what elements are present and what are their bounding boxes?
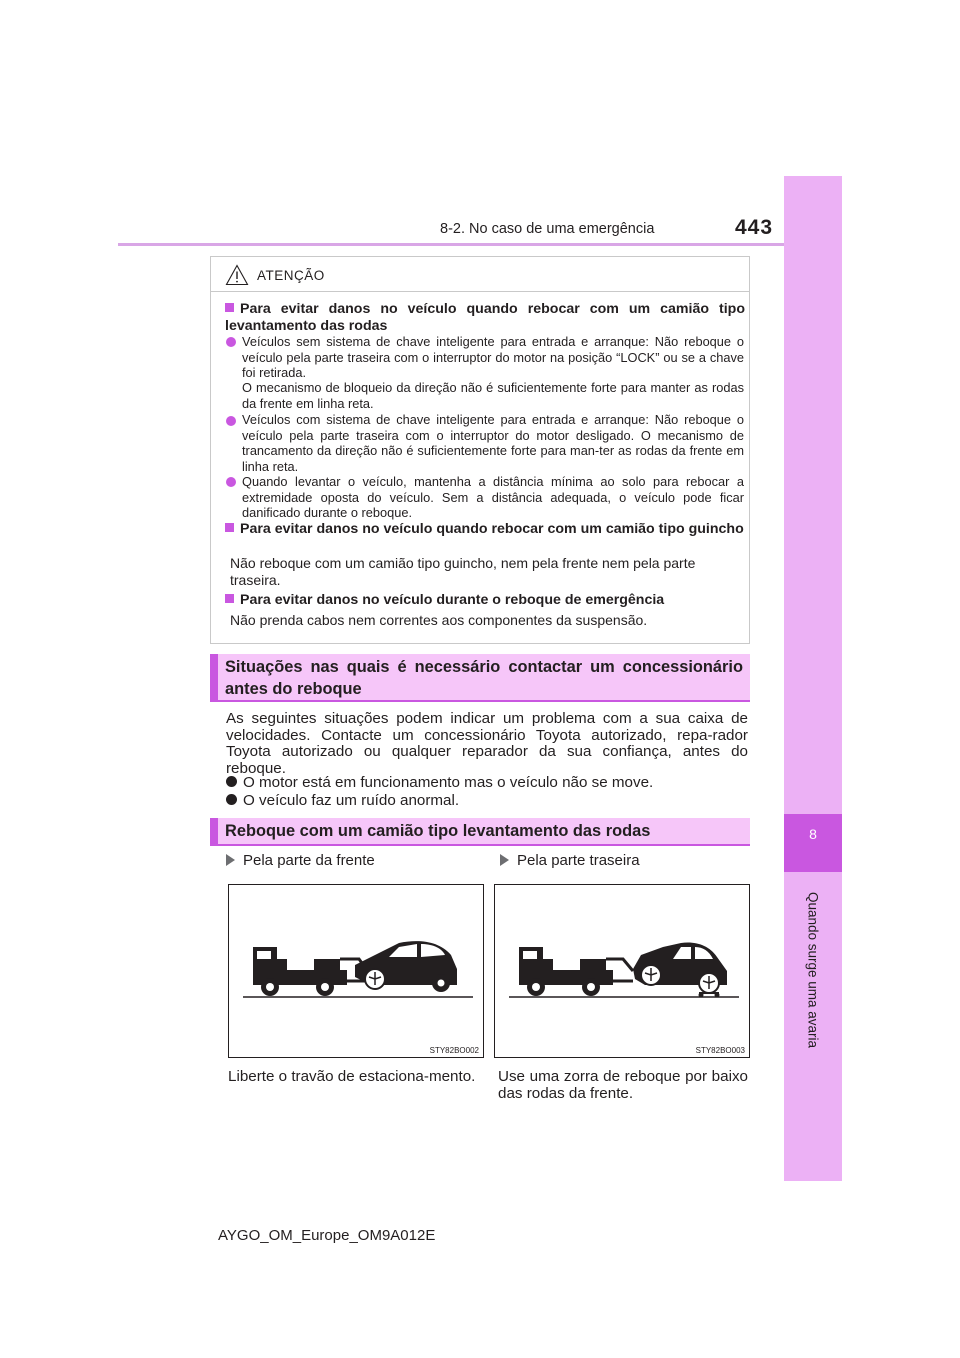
section-heading-band — [210, 818, 750, 846]
warning-title: ATENÇÃO — [257, 267, 325, 283]
round-bullet-icon — [226, 477, 236, 487]
warning-bullet: Veículos sem sistema de chave inteligente para entrada e arranque: Não reboque o veículo pela parte traseira com o interruptor do motor na posição “LOCK” ou se a chave foi retirada. — [242, 334, 744, 380]
warning-text: Não reboque com um camião tipo guincho, nem pela frente nem pela parte traseira. — [230, 555, 696, 588]
section-heading-bar — [210, 818, 218, 844]
rear-caption: Use uma zorra de reboque por baixo das rodas da frente. — [498, 1068, 748, 1102]
chapter-number-block — [784, 814, 842, 872]
document-code-footer: AYGO_OM_Europe_OM9A012E — [218, 1227, 436, 1244]
warning-divider — [211, 291, 749, 292]
page-number: 443 — [735, 216, 774, 239]
rear-tow-figure — [494, 884, 750, 1058]
warning-box — [210, 256, 750, 644]
round-bullet-icon — [226, 337, 236, 347]
chapter-label: Quando surge uma avaria — [805, 891, 821, 1049]
square-bullet-icon — [225, 594, 234, 603]
warning-heading: Para evitar danos no veículo quando rebocar com um camião tipo guincho — [225, 521, 745, 538]
figure-code: STY82BO003 — [695, 1046, 745, 1055]
warning-text: Não prenda cabos nem correntes aos componentes da suspensão. — [230, 612, 648, 628]
rear-label: Pela parte traseira — [500, 852, 640, 869]
warning-title-row — [225, 261, 325, 289]
header-divider — [118, 243, 784, 246]
triangle-right-icon — [500, 854, 509, 866]
front-label: Pela parte da frente — [226, 852, 375, 869]
section-heading-band — [210, 654, 750, 702]
warning-heading: Para evitar danos no veículo quando rebocar com um camião tipo levantamento das rodas — [225, 301, 745, 334]
section-paragraph: As seguintes situações podem indicar um problema com a sua caixa de velocidades. Contacte um concessionário Toyota autorizado, repa-rador Toyota autorizado ou qualquer reparador da sua confiança, antes do reboque. — [226, 710, 748, 777]
tow-truck-rear-illustration — [495, 885, 749, 1057]
round-bullet-icon — [226, 416, 236, 426]
figure-code: STY82BO002 — [429, 1046, 479, 1055]
section-heading: Reboque com um camião tipo levantamento das rodas — [225, 822, 651, 840]
front-caption: Liberte o travão de estaciona-mento. — [228, 1068, 476, 1085]
warning-bullet: Quando levantar o veículo, mantenha a distância mínima ao solo para rebocar a extremidade oposta do veículo. Sem a distância adequada, o veículo pode ficar danificado durante o reboque. — [242, 474, 744, 520]
round-bullet-icon — [226, 776, 237, 787]
section-heading-bar — [210, 654, 218, 700]
header-section: 8-2. No caso de uma emergência — [440, 221, 655, 237]
square-bullet-icon — [225, 523, 234, 532]
warning-bullet-continuation: O mecanismo de bloqueio da direção não é suficientemente forte para manter as rodas da frente em linha reta. — [242, 380, 744, 411]
warning-heading: Para evitar danos no veículo durante o reboque de emergência — [225, 592, 745, 609]
tow-truck-front-illustration — [229, 885, 483, 1057]
section-heading: Situações nas quais é necessário contactar um concessionário antes do reboque — [225, 658, 743, 698]
round-bullet-icon — [226, 794, 237, 805]
warning-triangle-icon — [225, 264, 249, 286]
chapter-number: 8 — [809, 826, 817, 842]
list-item: O motor está em funcionamento mas o veículo não se move. — [226, 774, 653, 791]
triangle-right-icon — [226, 854, 235, 866]
square-bullet-icon — [225, 303, 234, 312]
warning-bullet: Veículos com sistema de chave inteligente para entrada e arranque: Não reboque o veículo pela parte traseira com o interruptor do motor desligado. O mecanismo de trancamento da direção não é suficientemente forte para man-ter as rodas da frente em linha reta. — [242, 412, 744, 474]
front-tow-figure — [228, 884, 484, 1058]
list-item: O veículo faz um ruído anormal. — [226, 792, 459, 809]
